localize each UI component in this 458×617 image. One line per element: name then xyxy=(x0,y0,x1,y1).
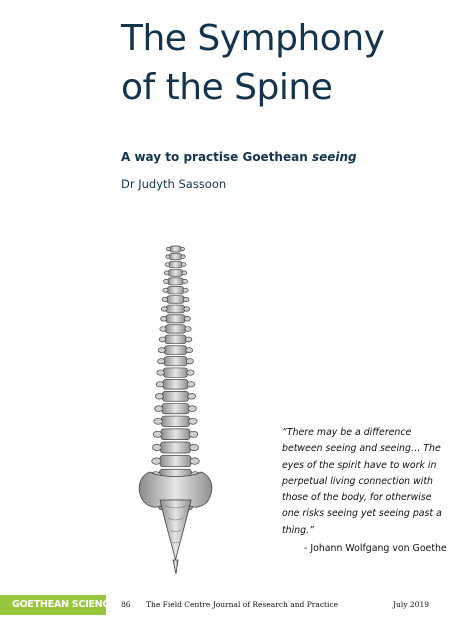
title-line-1: The Symphony xyxy=(121,18,385,59)
issue-date: July 2019 xyxy=(393,600,429,609)
author-name: Dr Judyth Sassoon xyxy=(121,177,227,191)
spine-illustration xyxy=(128,238,223,593)
section-tag: GOETHEAN SCIENCE xyxy=(0,595,106,615)
subtitle xyxy=(121,150,357,164)
quote-attribution: - Johann Wolfgang von Goethe xyxy=(304,543,447,554)
journal-name: The Field Centre Journal of Research and Practice xyxy=(146,600,339,609)
subtitle-emphasis: seeing xyxy=(311,150,357,164)
goethe-quote: “There may be a difference between seeing and seeing… The eyes of the spirit have to work in perpetual living connection with those of the body, for otherwise one risks seeing yet seeing past a thing.” xyxy=(282,427,442,536)
page-title xyxy=(121,14,384,112)
page-footer xyxy=(0,595,458,615)
page-number: 86 xyxy=(121,600,131,609)
title-line-2: of the Spine xyxy=(121,67,333,108)
subtitle-text: A way to practise Goethean xyxy=(121,150,312,164)
